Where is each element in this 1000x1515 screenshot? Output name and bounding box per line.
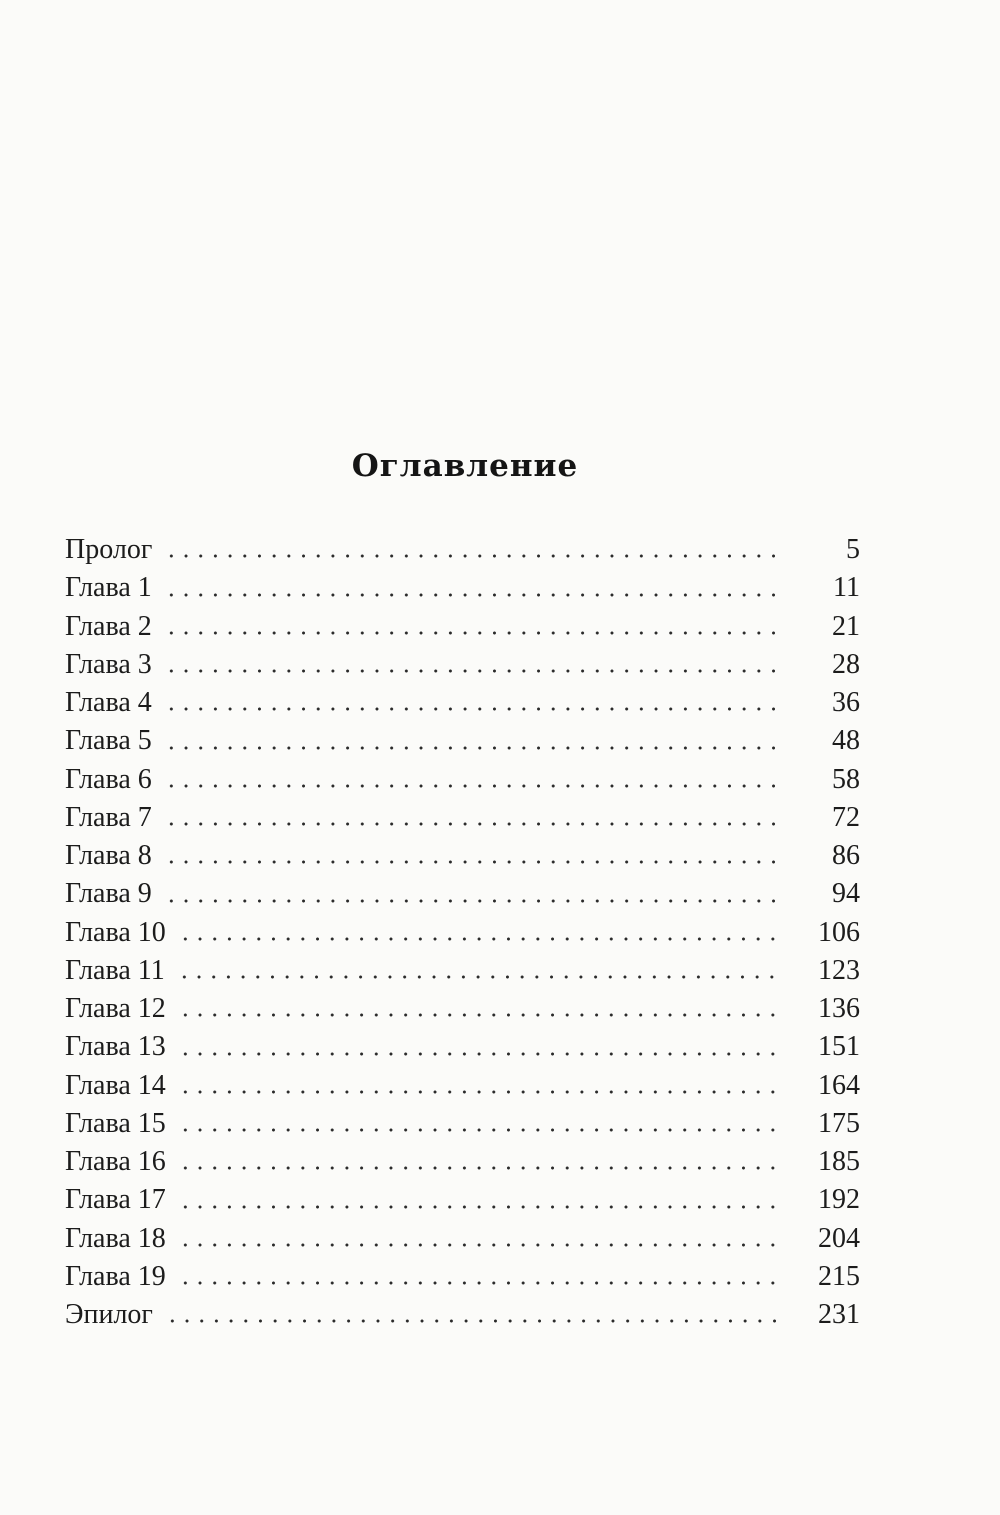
toc-entry-label: Пролог (65, 534, 153, 565)
toc-entry (65, 952, 860, 990)
toc-entry (65, 1028, 860, 1066)
toc-entry (65, 1258, 860, 1296)
toc-entry-label: Глава 12 (65, 993, 166, 1024)
dot-leader (164, 783, 778, 789)
toc-entry-page-number: 164 (818, 1069, 860, 1101)
toc-entry (65, 1067, 860, 1105)
toc-entry (65, 1220, 860, 1258)
toc-entry-label: Глава 15 (65, 1107, 166, 1139)
toc-entry (65, 914, 860, 952)
toc-entry (65, 1143, 860, 1181)
toc-entry (65, 990, 860, 1028)
toc-entry-page-number: 28 (832, 648, 860, 680)
toc-entry-label: Глава 2 (65, 610, 152, 642)
toc-entry-label: Глава 13 (65, 1031, 166, 1063)
toc-entry (65, 608, 860, 646)
toc-entry-label: Глава 8 (65, 840, 152, 871)
toc-entry-page-number: 123 (818, 954, 860, 986)
toc-entry (65, 1105, 860, 1143)
toc-entry-label: Глава 11 (65, 954, 165, 986)
dot-leader (164, 706, 778, 712)
toc-entry-page-number: 86 (832, 840, 860, 871)
toc-entry-page-number: 21 (832, 610, 860, 642)
toc-entry (65, 837, 860, 875)
dot-leader (164, 745, 778, 751)
dot-leader (178, 1280, 778, 1286)
dot-leader (164, 592, 778, 598)
toc-entry-page-number: 192 (818, 1184, 860, 1216)
toc-entry-label: Глава 14 (65, 1069, 166, 1101)
dot-leader (164, 859, 778, 865)
toc-entry-page-number: 48 (832, 725, 860, 757)
toc-entry-page-number: 215 (818, 1260, 860, 1292)
toc-entry-page-number: 136 (818, 993, 860, 1024)
toc-entry-label: Глава 17 (65, 1184, 166, 1216)
toc-entry-page-number: 151 (818, 1031, 860, 1063)
toc-entry (65, 1181, 860, 1219)
dot-leader (165, 1318, 778, 1324)
dot-leader (178, 1089, 778, 1095)
dot-leader (178, 936, 778, 942)
toc-entry-label: Глава 5 (65, 725, 152, 757)
toc-entry-page-number: 175 (818, 1107, 860, 1139)
toc-entry-label: Глава 4 (65, 687, 152, 718)
toc-entry-label: Эпилог (65, 1299, 153, 1330)
toc-entry (65, 1296, 860, 1334)
toc-entry-page-number: 185 (818, 1146, 860, 1177)
toc-entry-page-number: 94 (832, 878, 860, 910)
dot-leader (164, 821, 778, 827)
toc-entry-page-number: 231 (818, 1299, 860, 1330)
table-of-contents (65, 531, 860, 1334)
dot-leader (164, 553, 778, 559)
toc-entry-label: Глава 16 (65, 1146, 166, 1177)
dot-leader (164, 898, 778, 904)
toc-entry (65, 761, 860, 799)
toc-entry-page-number: 72 (832, 801, 860, 833)
toc-entry-page-number: 58 (832, 763, 860, 795)
toc-heading: Оглавление (351, 448, 579, 484)
dot-leader (178, 1051, 778, 1057)
toc-entry-label: Глава 7 (65, 801, 152, 833)
dot-leader (178, 1165, 778, 1171)
toc-entry-page-number: 106 (818, 916, 860, 948)
dot-leader (178, 1204, 778, 1210)
toc-entry-label: Глава 3 (65, 648, 152, 680)
toc-entry (65, 722, 860, 760)
toc-entry-label: Глава 10 (65, 916, 166, 948)
toc-entry-page-number: 36 (832, 687, 860, 718)
toc-entry (65, 646, 860, 684)
toc-entry-page-number: 204 (818, 1222, 860, 1254)
dot-leader (177, 974, 778, 980)
toc-entry-label: Глава 19 (65, 1260, 166, 1292)
toc-entry-page-number: 5 (846, 534, 860, 565)
toc-entry-page-number: 11 (833, 572, 860, 604)
dot-leader (164, 668, 778, 674)
toc-entry (65, 799, 860, 837)
toc-entry-label: Глава 1 (65, 572, 152, 604)
toc-entry (65, 875, 860, 913)
dot-leader (178, 1012, 778, 1018)
dot-leader (164, 630, 778, 636)
dot-leader (178, 1127, 778, 1133)
toc-entry (65, 684, 860, 722)
dot-leader (178, 1242, 778, 1248)
toc-entry (65, 569, 860, 607)
toc-entry-label: Глава 9 (65, 878, 152, 910)
toc-entry-label: Глава 6 (65, 763, 152, 795)
toc-entry (65, 531, 860, 569)
toc-entry-label: Глава 18 (65, 1222, 166, 1254)
